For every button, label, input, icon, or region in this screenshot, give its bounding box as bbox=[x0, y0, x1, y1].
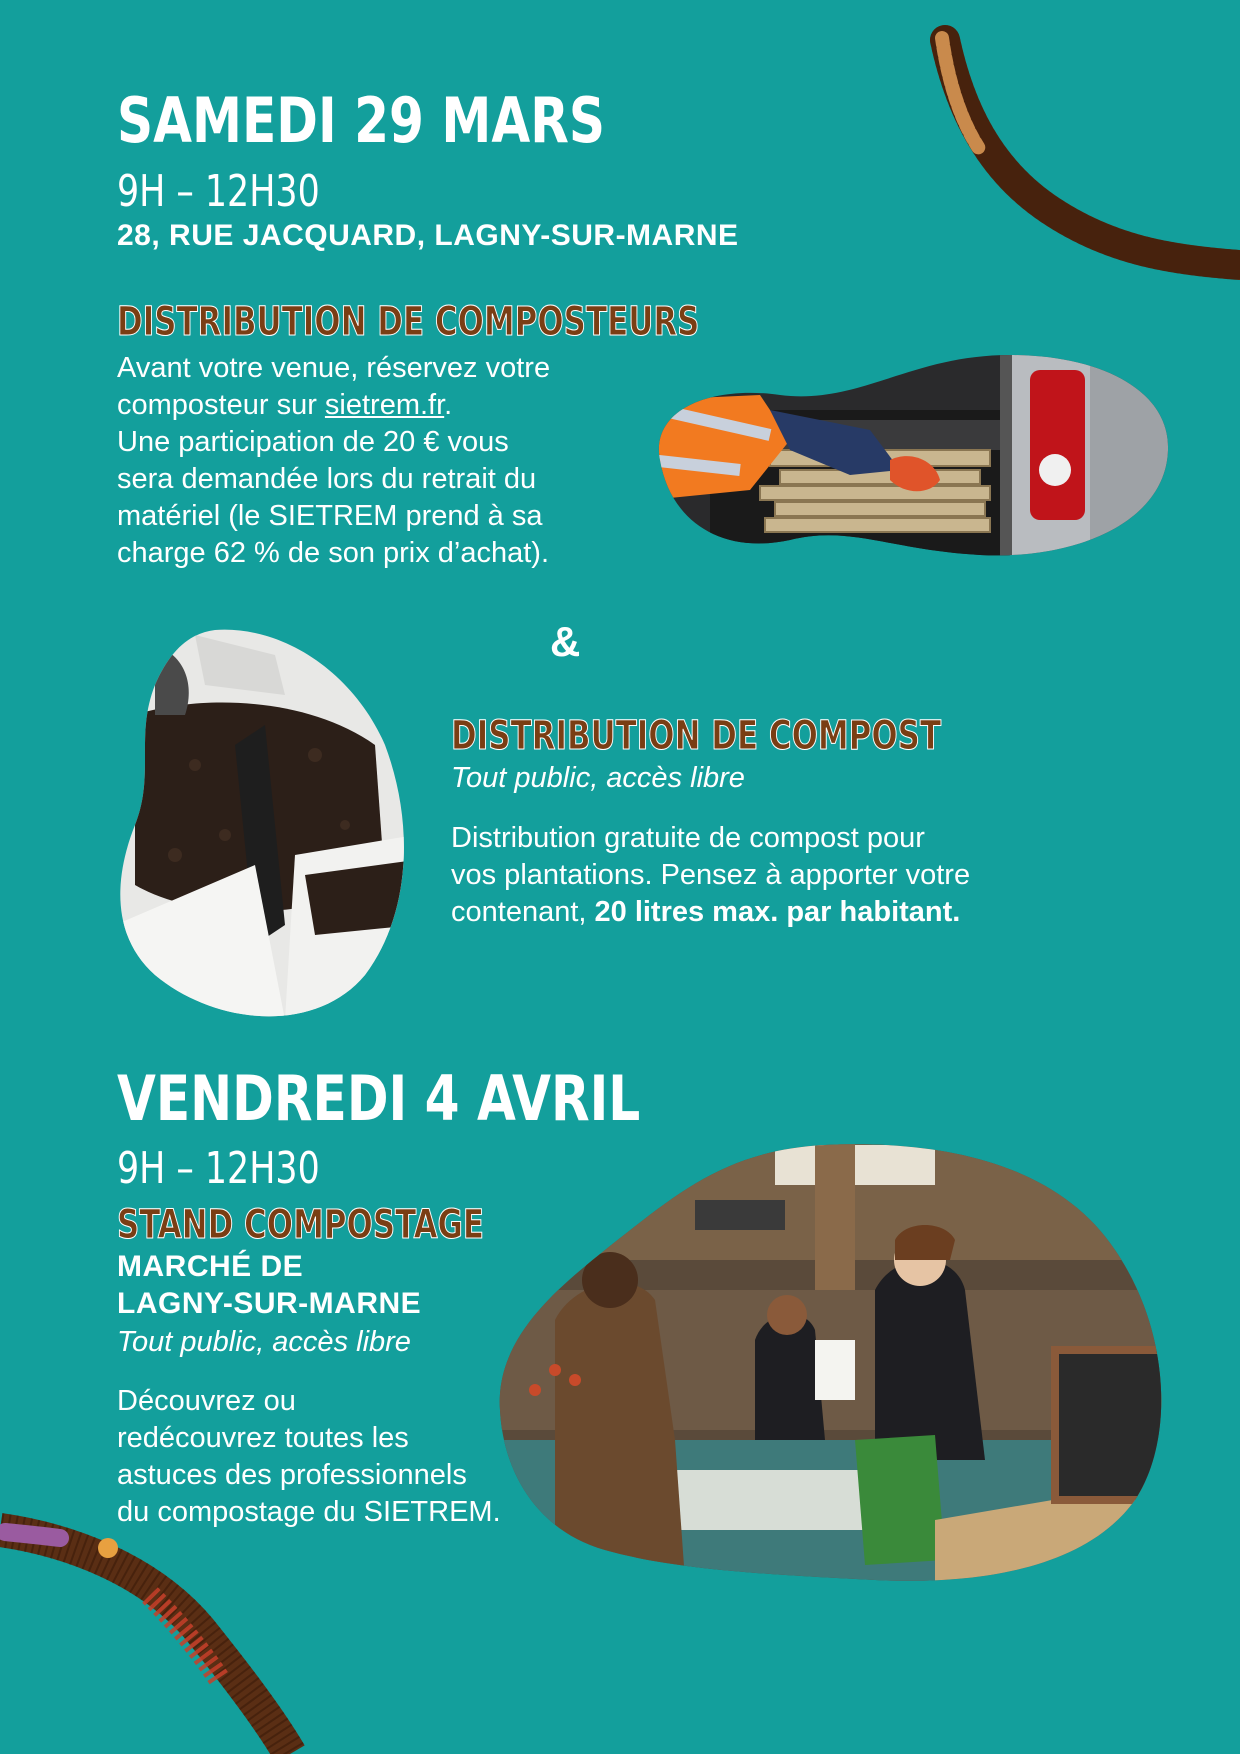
worm-decoration-bottom bbox=[0, 1510, 320, 1754]
event2-line2: redécouvrez toutes les bbox=[117, 1422, 409, 1454]
composteurs-line6: charge 62 % de son prix d’achat). bbox=[117, 537, 550, 569]
ampersand: & bbox=[550, 618, 581, 665]
compost-line3 bbox=[451, 894, 1051, 931]
event2-line3: astuces des professionnels bbox=[117, 1459, 467, 1491]
composteurs-line5: matériel (le SIETREM prend à sa bbox=[117, 500, 543, 532]
composteurs-text bbox=[117, 350, 637, 572]
compost-title: DISTRIBUTION DE COMPOST bbox=[451, 713, 942, 759]
compost-line2: vos plantations. Pensez à apporter votre bbox=[451, 859, 971, 891]
composteurs-line3: Une participation de 20 € vous bbox=[117, 426, 509, 458]
compost-bag-photo bbox=[115, 625, 415, 1020]
compost-text bbox=[451, 820, 1051, 931]
event1-time: 9H – 12H30 bbox=[117, 166, 320, 217]
composteurs-line2-prefix: composteur sur bbox=[117, 389, 325, 421]
event2-subtitle: Tout public, accès libre bbox=[117, 1326, 411, 1358]
worm-decoration-top bbox=[920, 20, 1240, 320]
composteurs-title: DISTRIBUTION DE COMPOSTEURS bbox=[117, 299, 700, 345]
event2-place-line2: LAGNY-SUR-MARNE bbox=[117, 1287, 422, 1320]
event1-date: SAMEDI 29 MARS bbox=[117, 84, 606, 157]
market-stand-photo bbox=[495, 1140, 1170, 1585]
compost-subtitle: Tout public, accès libre bbox=[451, 762, 745, 794]
event2-title: STAND COMPOSTAGE bbox=[117, 1202, 485, 1248]
event2-time: 9H – 12H30 bbox=[117, 1143, 320, 1194]
composteurs-line4: sera demandée lors du retrait du bbox=[117, 463, 537, 495]
event2-line4: du compostage du SIETREM. bbox=[117, 1496, 501, 1528]
composteurs-line2 bbox=[117, 387, 637, 424]
compost-line3-prefix: contenant, bbox=[451, 896, 595, 928]
event2-text bbox=[117, 1383, 537, 1531]
sietrem-link[interactable]: sietrem.fr bbox=[324, 389, 445, 421]
event1-address: 28, RUE JACQUARD, LAGNY-SUR-MARNE bbox=[117, 219, 739, 252]
compost-line1: Distribution gratuite de compost pour bbox=[451, 822, 925, 854]
event2-line1: Découvrez ou bbox=[117, 1385, 296, 1417]
van-loading-photo bbox=[650, 350, 1170, 570]
event2-date: VENDREDI 4 AVRIL bbox=[117, 1062, 641, 1135]
composteurs-line2-suffix: . bbox=[444, 389, 453, 421]
composteurs-line1: Avant votre venue, réservez votre bbox=[117, 352, 551, 384]
compost-line3-bold: 20 litres max. par habitant. bbox=[594, 896, 961, 928]
event2-place-line1: MARCHÉ DE bbox=[117, 1250, 304, 1283]
